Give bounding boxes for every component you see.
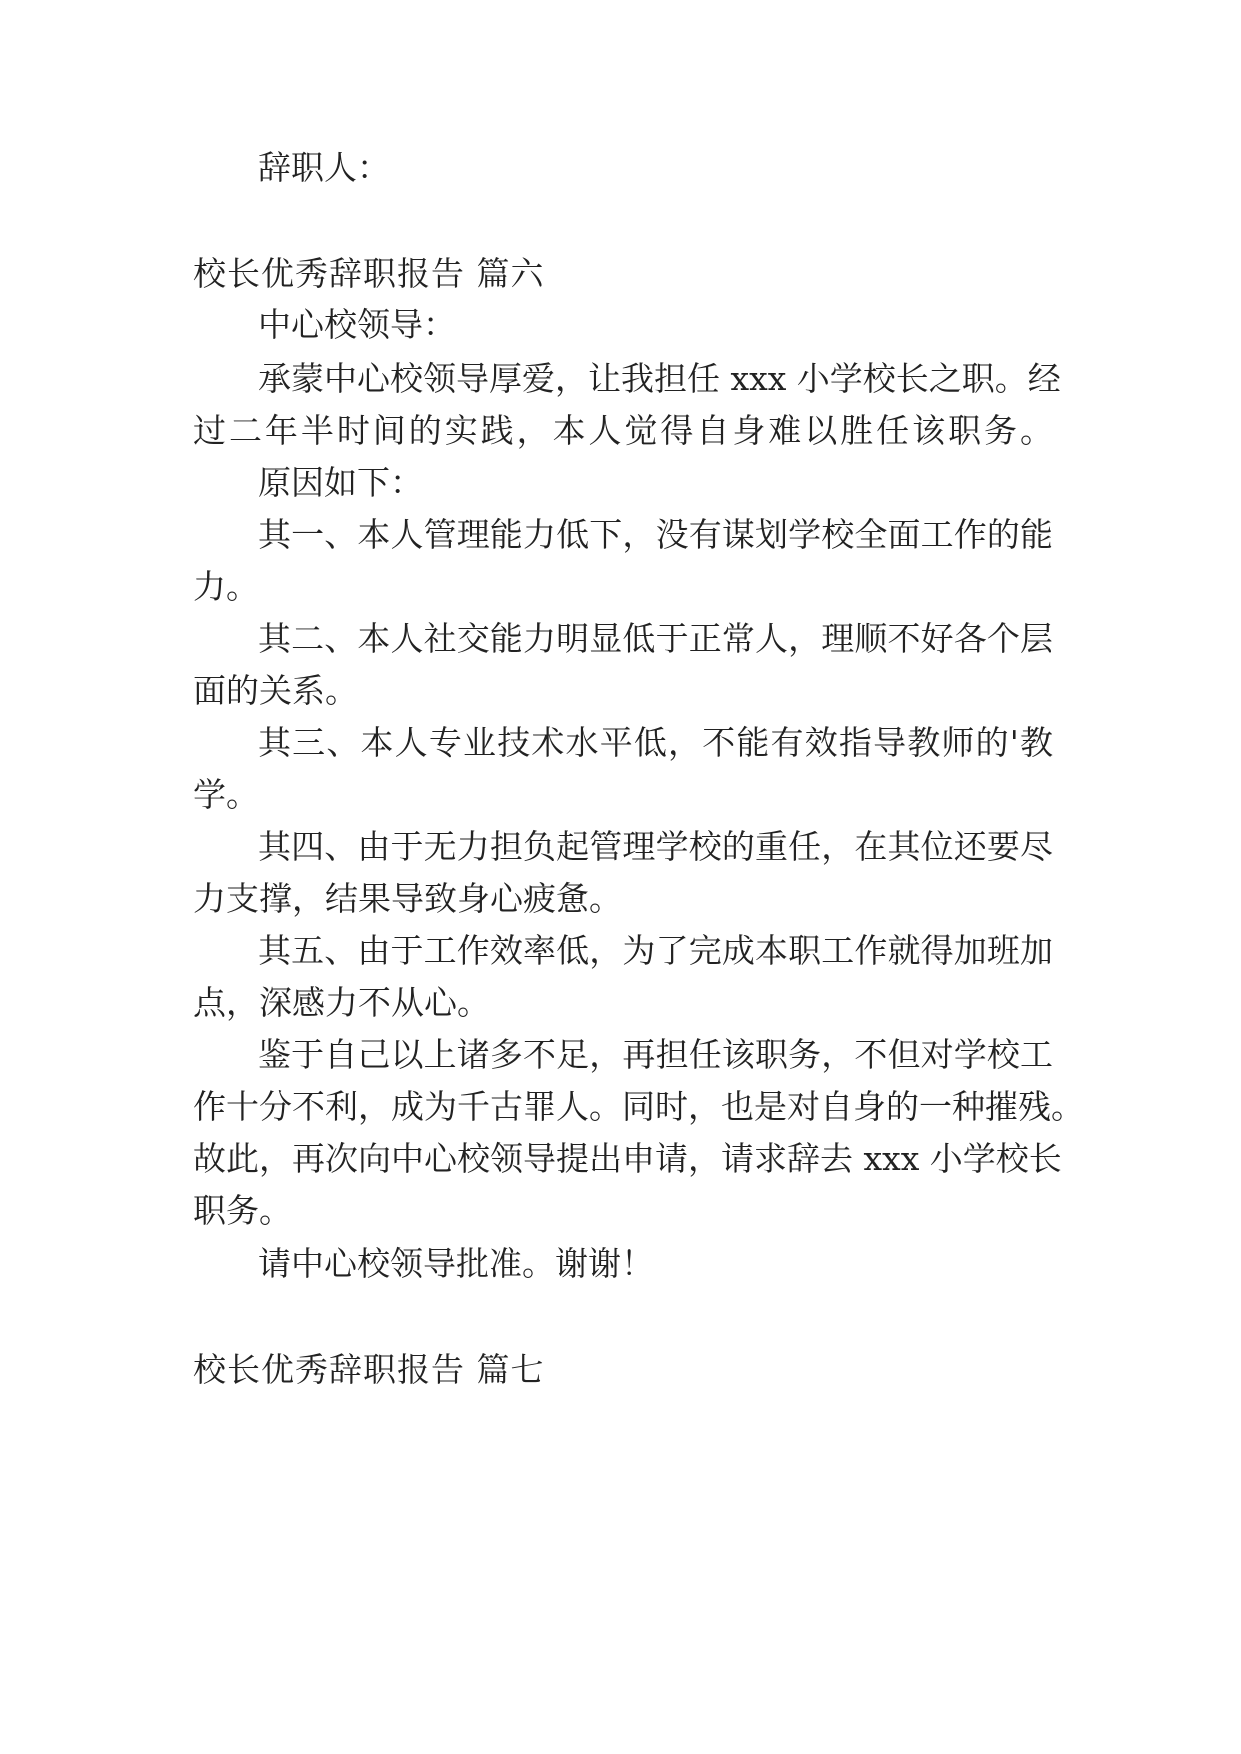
- reason-4-line-1: 其四、由于无力担负起管理学校的重任，在其位还要尽: [258, 827, 1053, 866]
- section-7-title: 校长优秀辞职报告 篇七: [193, 1350, 545, 1389]
- conclusion-line-1: 鉴于自己以上诸多不足，再担任该职务，不但对学校工: [258, 1035, 1053, 1074]
- salutation: 中心校领导：: [258, 305, 456, 344]
- reason-3-line-2: 学。: [193, 775, 259, 814]
- reason-2-line-1: 其二、本人社交能力明显低于正常人，理顺不好各个层: [258, 619, 1053, 658]
- reasons-intro: 原因如下：: [258, 463, 423, 502]
- conclusion-line-3: 故此，再次向中心校领导提出申请，请求辞去 xxx 小学校长: [193, 1139, 1062, 1178]
- signature-line: 辞职人：: [258, 148, 390, 187]
- section-6-title: 校长优秀辞职报告 篇六: [193, 254, 545, 293]
- reason-4-line-2: 力支撑，结果导致身心疲惫。: [193, 879, 622, 918]
- conclusion-line-2: 作十分不利，成为千古罪人。同时，也是对自身的一种摧残。: [193, 1087, 1084, 1126]
- reason-3-line-1: 其三、本人专业技术水平低，不能有效指导教师的'教: [258, 723, 1053, 762]
- paragraph-1-line-2: 过二年半时间的实践，本人觉得自身难以胜任该职务。: [193, 411, 1053, 450]
- reason-2-line-2: 面的关系。: [193, 671, 358, 710]
- paragraph-1-line-1: 承蒙中心校领导厚爱，让我担任 xxx 小学校长之职。经: [258, 359, 1061, 398]
- closing-line: 请中心校领导批准。谢谢！: [258, 1244, 654, 1283]
- conclusion-line-4: 职务。: [193, 1191, 292, 1230]
- reason-5-line-2: 点，深感力不从心。: [193, 983, 490, 1022]
- reason-1-line-2: 力。: [193, 567, 259, 606]
- reason-5-line-1: 其五、由于工作效率低，为了完成本职工作就得加班加: [258, 931, 1053, 970]
- reason-1-line-1: 其一、本人管理能力低下，没有谋划学校全面工作的能: [258, 515, 1053, 554]
